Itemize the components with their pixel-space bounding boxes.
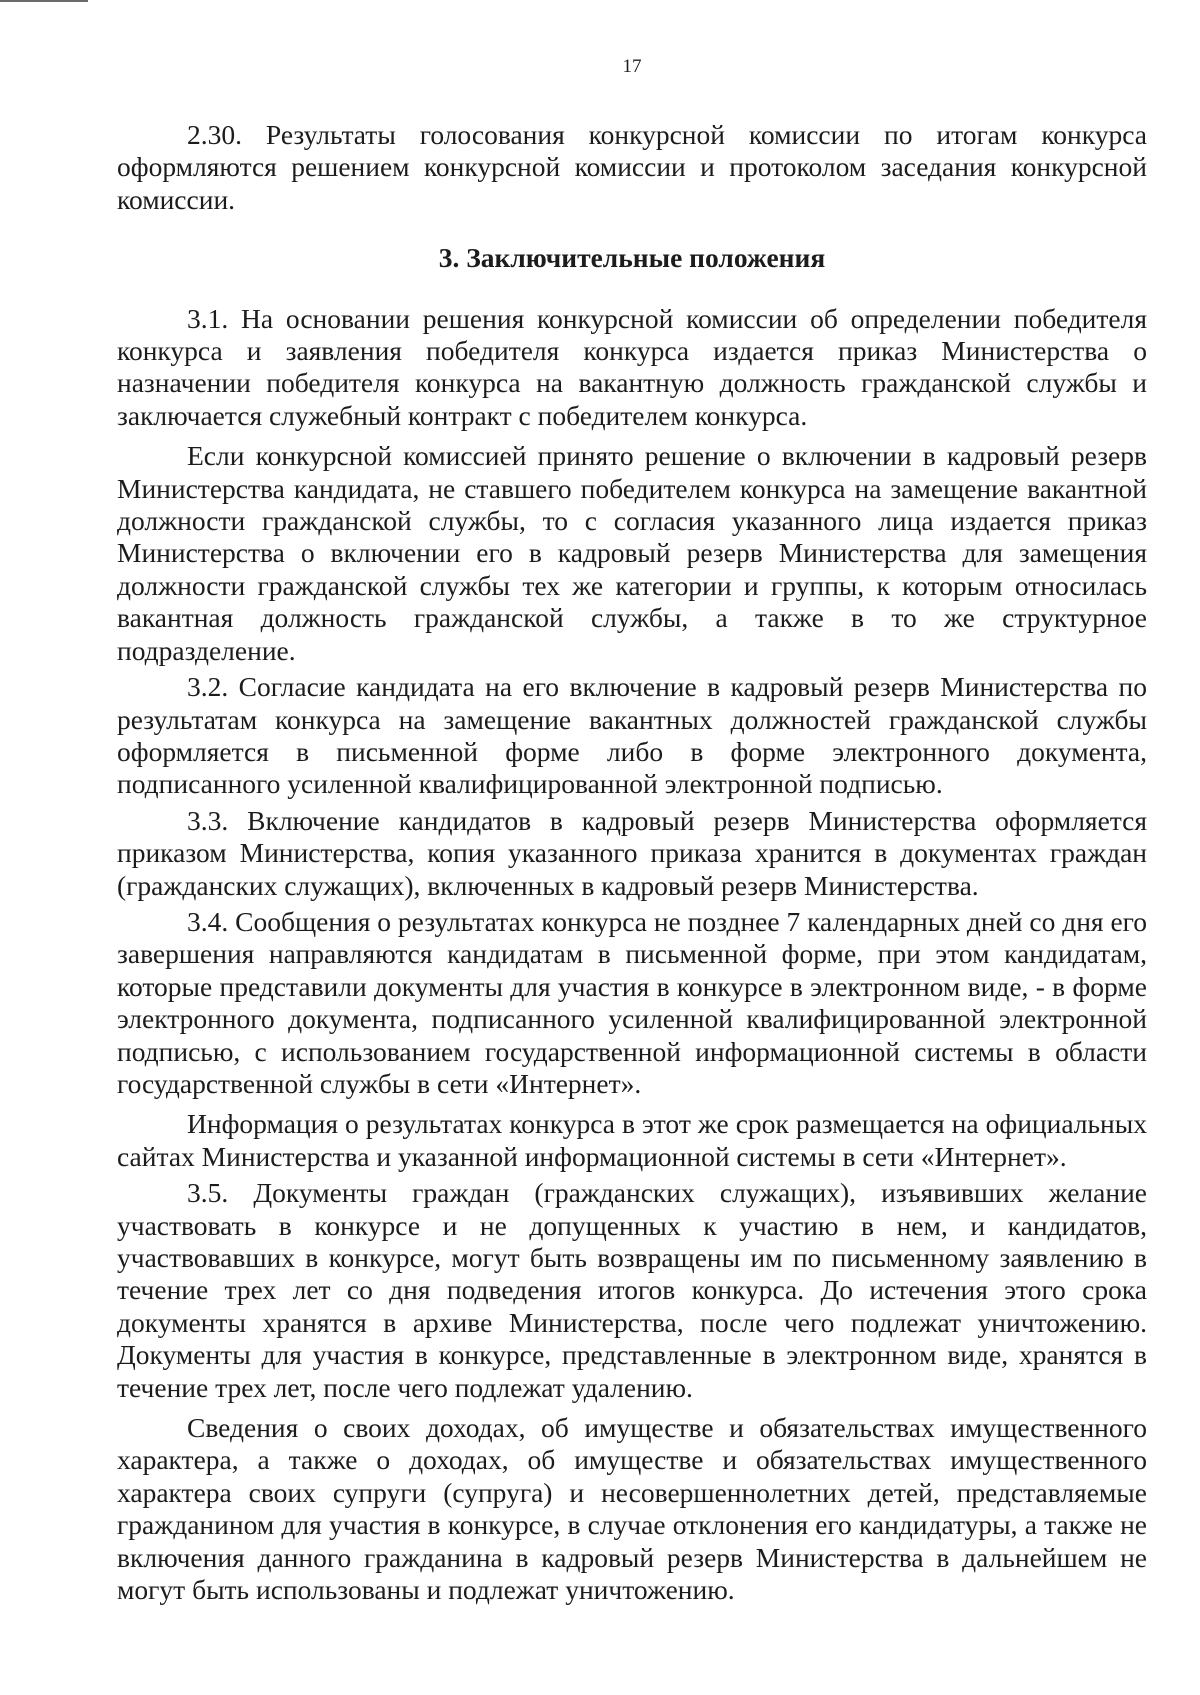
paragraph-3-4-continued: Информация о результатах конкурса в этот же срок размещается на официальных сайтах Министерства и указанной информационной системы в сети «Интернет». (117, 1108, 1147, 1172)
scan-edge-mark (0, 0, 88, 2)
paragraph-3-5-continued: Сведения о своих доходах, об имуществе и обязательствах имущественного характера, а также о доходах, об имуществе и обязательствах имущественного характера своих супруги (супруга) и несовершеннолетних детей, представляемые гражданином для участия в конкурсе, в случае отклонения его кандидатуры, а также не включения данного гражданина в кадровый резерв Министерства в дальнейшем не могут быть использованы и подлежат уничтожению. (117, 1412, 1147, 1606)
paragraph-3-5: 3.5. Документы граждан (гражданских служащих), изъявивших желание участвовать в конкурсе и не допущенных к участию в нем, и кандидатов, участвовавших в конкурсе, могут быть возвращены им по письменному заявлению в течение трех лет со дня подведения итогов конкурса. До истечения этого срока документы хранятся в архиве Министерства, после чего подлежат уничтожению. Документы для участия в конкурсе, представленные в электронном виде, хранятся в течение трех лет, после чего подлежат удалению. (117, 1177, 1147, 1403)
paragraph-3-3: 3.3. Включение кандидатов в кадровый резерв Министерства оформляется приказом Министерства, копия указанного приказа хранится в документах граждан (гражданских служащих), включенных в кадровый резерв Министерства. (117, 804, 1147, 901)
paragraph-3-4: 3.4. Сообщения о результатах конкурса не позднее 7 календарных дней со дня его завершения направляются кандидатам в письменной форме, при этом кандидатам, которые представили документы для участия в конкурсе в электронном виде, - в форме электронного документа, подписанного усиленной квалифицированной электронной подписью, с использованием государственной информационной системы в области государственной службы в сети «Интернет». (117, 905, 1147, 1099)
paragraph-3-2: 3.2. Согласие кандидата на его включение в кадровый резерв Министерства по результатам конкурса на замещение вакантных должностей гражданской службы оформляется в письменной форме либо в форме электронного документа, подписанного усиленной квалифицированной электронной подписью. (117, 671, 1147, 800)
paragraph-2-30: 2.30. Результаты голосования конкурсной комиссии по итогам конкурса оформляются решением конкурсной комиссии и протоколом заседания конкурсной комиссии. (117, 119, 1147, 215)
section-heading: 3. Заключительные положения (438, 242, 826, 274)
paragraph-3-1: 3.1. На основании решения конкурсной комиссии об определении победителя конкурса и заявления победителя конкурса издается приказ Министерства о назначении победителя конкурса на вакантную должность гражданской службы и заключается служебный контракт с победителем конкурса. (117, 302, 1147, 431)
page-number: 17 (622, 56, 642, 77)
document-page (117, 55, 1147, 1606)
paragraph-3-1-continued: Если конкурсной комиссией принято решение о включении в кадровый резерв Министерства кандидата, не ставшего победителем конкурса на замещение вакантной должности гражданской службы, то с согласия указанного лица издается приказ Министерства о включении его в кадровый резерв Министерства для замещения должности гражданской службы тех же категории и группы, к которым относилась вакантная должность гражданской службы, а также в то же структурное подразделение. (117, 440, 1147, 666)
